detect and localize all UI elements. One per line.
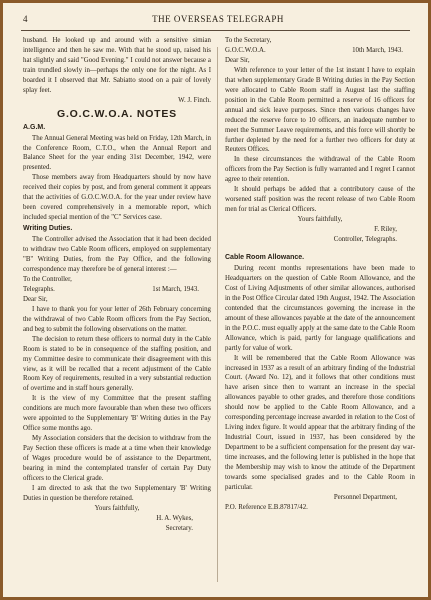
writing-duties-intro: The Controller advised the Association that it had been decided to withdraw two Cable Room officers, employed on supplementary "B" Writing Duties, from the Pay Office, and the following correspondence may therefore be of general interest :— — [23, 236, 211, 273]
reply-org: G.O.C.W.O.A. — [225, 46, 266, 54]
letter-date: 1st March, 1943. — [152, 285, 199, 293]
allowance-paragraph: During recent months representations have been made to Headquarters on the question of Cable Room Allowance, and the Cost of Living Adjustments of other similar allowances, authorised in the Post Office Circular dated 19th August, 1942. The Association contended that the circumstances governing the increase in the amount of these allowances payable at the date of the announcement in the P.O.C. must equally apply at the same date to the Cable Room Allowance, which is paid, partly for language qualifications and partly for value of work. — [225, 264, 415, 352]
letter-paragraph: It is the view of my Committee that the present staffing conditions are much more favourable than when these two officers were appointed to the Supplementary 'B' Writing duties in the Pay Office some months ago. — [23, 395, 211, 433]
reply-paragraph: It should perhaps be added that a contributory cause of the worsened staff position was the recent release of two Cable Room men for trial as Clerical Officers. — [225, 186, 415, 214]
letter-salutation: Dear Sir, — [23, 295, 48, 303]
story-author: W. J. Finch. — [178, 96, 211, 104]
reply-signatory: F. Riley, — [374, 226, 397, 234]
reply-org-date — [225, 46, 415, 56]
reply-date: 10th March, 1943. — [352, 46, 403, 54]
agm-paragraph: The Annual General Meeting was held on Friday, 12th March, in the Conference Room, C.T.O., when the Annual Report and Balance Sheet for the year ending 31st December, 1942, were presented. — [23, 134, 211, 172]
left-column — [23, 36, 211, 534]
agm-paragraph: Those members away from Headquarters should by now have received their copies by post, and from general comment it appears that the activities of G.O.C.W.O.A. for the year under review have been covered comprehensively in a memorable report, which included special mention of the "C" Services case. — [23, 174, 211, 222]
story-paragraph: husband. He looked up and around with a sensitive simian intelligence and then he saw me. With that he stood up, raised his hat slightly and said "Good Evening." I could not answer because a train trundled slowly in—perhaps the only one for the night. As I boarded it I observed that Mr. Sabiatto stood on a pair of lovely splay feet. — [23, 37, 211, 94]
column-divider — [217, 47, 218, 582]
letter-signatory-title: Secretary. — [165, 524, 193, 532]
letter-place: Telegraphs. — [23, 285, 55, 293]
letter-signatory: H. A. Wykes, — [156, 514, 193, 522]
letter-closing: Yours faithfully, — [94, 504, 140, 512]
agm-heading: A.G.M. — [23, 123, 46, 131]
reply-closing: Yours faithfully, — [297, 216, 343, 224]
dept-signature: Personnel Department, — [333, 493, 397, 501]
reply-signatory-title: Controller, Telegraphs. — [333, 236, 397, 244]
reply-addressee: To the Secretary, — [225, 37, 272, 44]
writing-duties-heading: Writing Duties. — [23, 225, 73, 233]
letter-paragraph: My Association considers that the decision to withdraw from the Pay Section these officers is made at a time when their knowledge of Wages procedure would be of assistance to the Department, bearing in mind the contemplated transfer of certain Pay Duty officers to the Clerical grade. — [23, 435, 211, 482]
letter-paragraph: I am directed to ask that the two Supplementary 'B' Writing Duties in question be therefore retained. — [23, 484, 211, 502]
letter-paragraph: I have to thank you for your letter of 26th February concerning the withdrawal of two Cable Room officers from the Pay Section, and beg to submit the following observations on the matter. — [23, 305, 211, 333]
magazine-title: THE OVERSEAS TELEGRAPH — [152, 14, 284, 24]
letter-place-date — [23, 285, 211, 295]
letter-paragraph: The decision to return these officers to normal duty in the Cable Room is stated to be in consequence of the staffing position, and my Committee desire to communicate their disagreement with this view, as it will be recalled that a recent adjustment of the Cable Room Key of requirements, resulted in a very substantial reduction of overtime and in staff hours generally. — [23, 335, 211, 393]
reply-paragraph: In these circumstances the withdrawal of the Cable Room officers from the Pay Section is fully warranted and I regret I cannot agree to their retention. — [225, 156, 415, 184]
notes-heading: G.O.C.W.O.A. NOTES — [57, 107, 177, 120]
page-header — [23, 14, 413, 28]
reply-paragraph: With reference to your letter of the 1st instant I have to explain that when supplementary Grade B Writing duties in the Pay Section were allocated to Cable Room staff in August last the staffing position in the Cable Room permitted a reserve of 16 officers for annual and sick leave purposes. Since then various changes have reduced the reserve force to 10 officers, an inadequate number to meet the Summer Leave requirements, and this force will shortly be further depleted by the need for a further two officers for duty at Reuters Offices. — [225, 66, 415, 154]
page-number: 4 — [23, 14, 28, 24]
allowance-heading: Cable Room Allowance. — [225, 254, 305, 262]
reply-salutation: Dear Sir, — [225, 56, 250, 64]
header-rule — [21, 30, 410, 31]
letter-addressee: To the Controller, — [23, 275, 72, 283]
right-column — [225, 36, 415, 513]
allowance-paragraph: It will be remembered that the Cable Room Allowance was increased in 1937 as a result of an arbitrary finding of the Industrial Court. (Award No. 12), and it follows that other conditions must have arisen since then to warrant an increase in the special allowances payable to other grades, and therefore those conditions should now be applied to the Cable Room Allowance, and a corresponding percentage increase awarded in relation to the Cost of Living index figure. It would appear that the arbitrary finding of the Industrial Court, issued in 1937, has been considered by the Department to be a sufficient compensation for the present day war-time increases, and the following letter is published in the hope that the Membership may wish to know the attitude of the Department towards some specialised grades and to the Cable Room in particular. — [225, 354, 415, 491]
dept-reference: P.O. Reference E.B.87817/42. — [225, 503, 308, 511]
